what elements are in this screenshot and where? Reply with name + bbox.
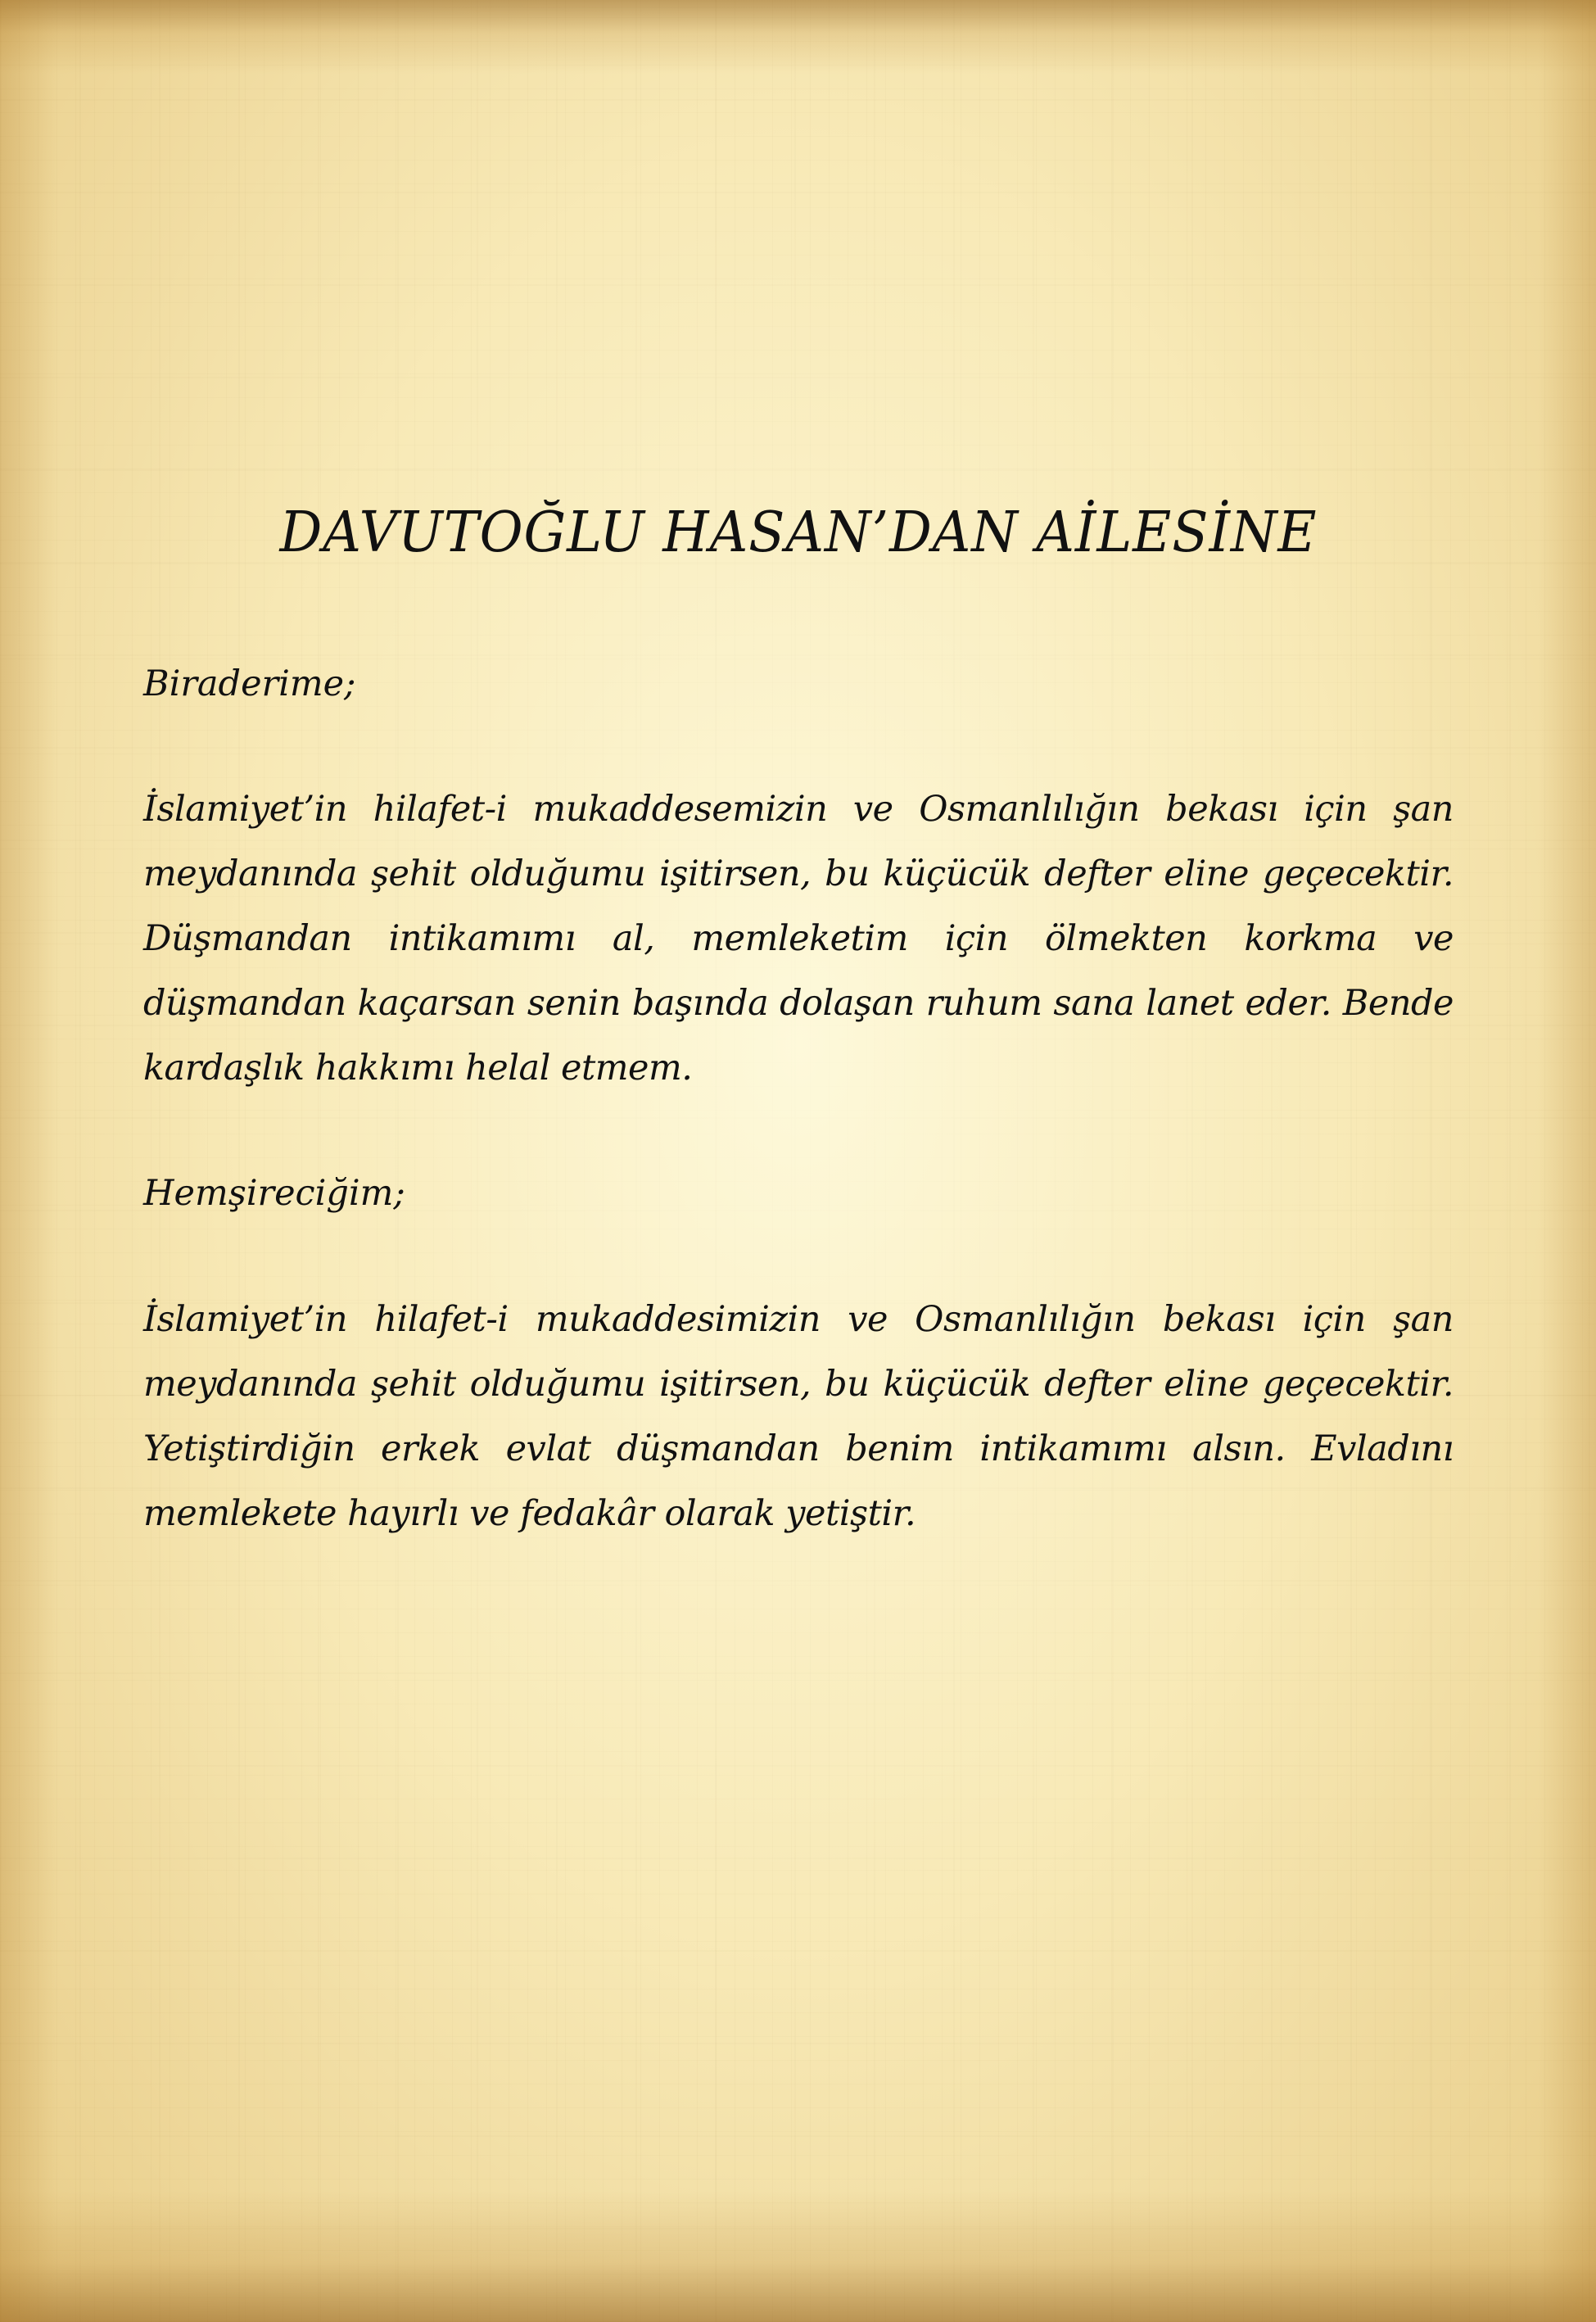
paragraph-sister: İslamiyet’in hilafet-i mukaddesimizin ve Osmanlılığın bekası için şan meydanında şehit olduğumu işitirsen, bu küçücük defter eline geçecektir. Yetiştirdiğin erkek evlat düşmandan benim intikamımı alsın. Evladını memlekete hayırlı ve fedakâr olarak yetiştir. [143, 1298, 1454, 1534]
salutation-brother: Biraderime; [143, 663, 356, 704]
parchment-bottom-edge [0, 2191, 1596, 2322]
parchment-left-edge [0, 0, 57, 2322]
letter-title: DAVUTOĞLU HASAN’DAN AİLESİNE [279, 500, 1318, 565]
parchment-right-edge [1539, 0, 1596, 2322]
parchment-top-edge [0, 0, 1596, 74]
letter [143, 500, 1454, 1618]
paragraph-brother: İslamiyet’in hilafet-i mukaddesemizin ve Osmanlılığın bekası için şan meydanında şehit olduğumu işitirsen, bu küçücük defter eline geçecektir. Düşmandan intikamımı al, memleketim için ölmekten korkma ve düşmandan kaçarsan senin başında dolaşan ruhum sana lanet eder. Bende kardaşlık hakkımı helal etmem. [143, 789, 1454, 1089]
salutation-sister: Hemşireciğim; [143, 1173, 405, 1215]
